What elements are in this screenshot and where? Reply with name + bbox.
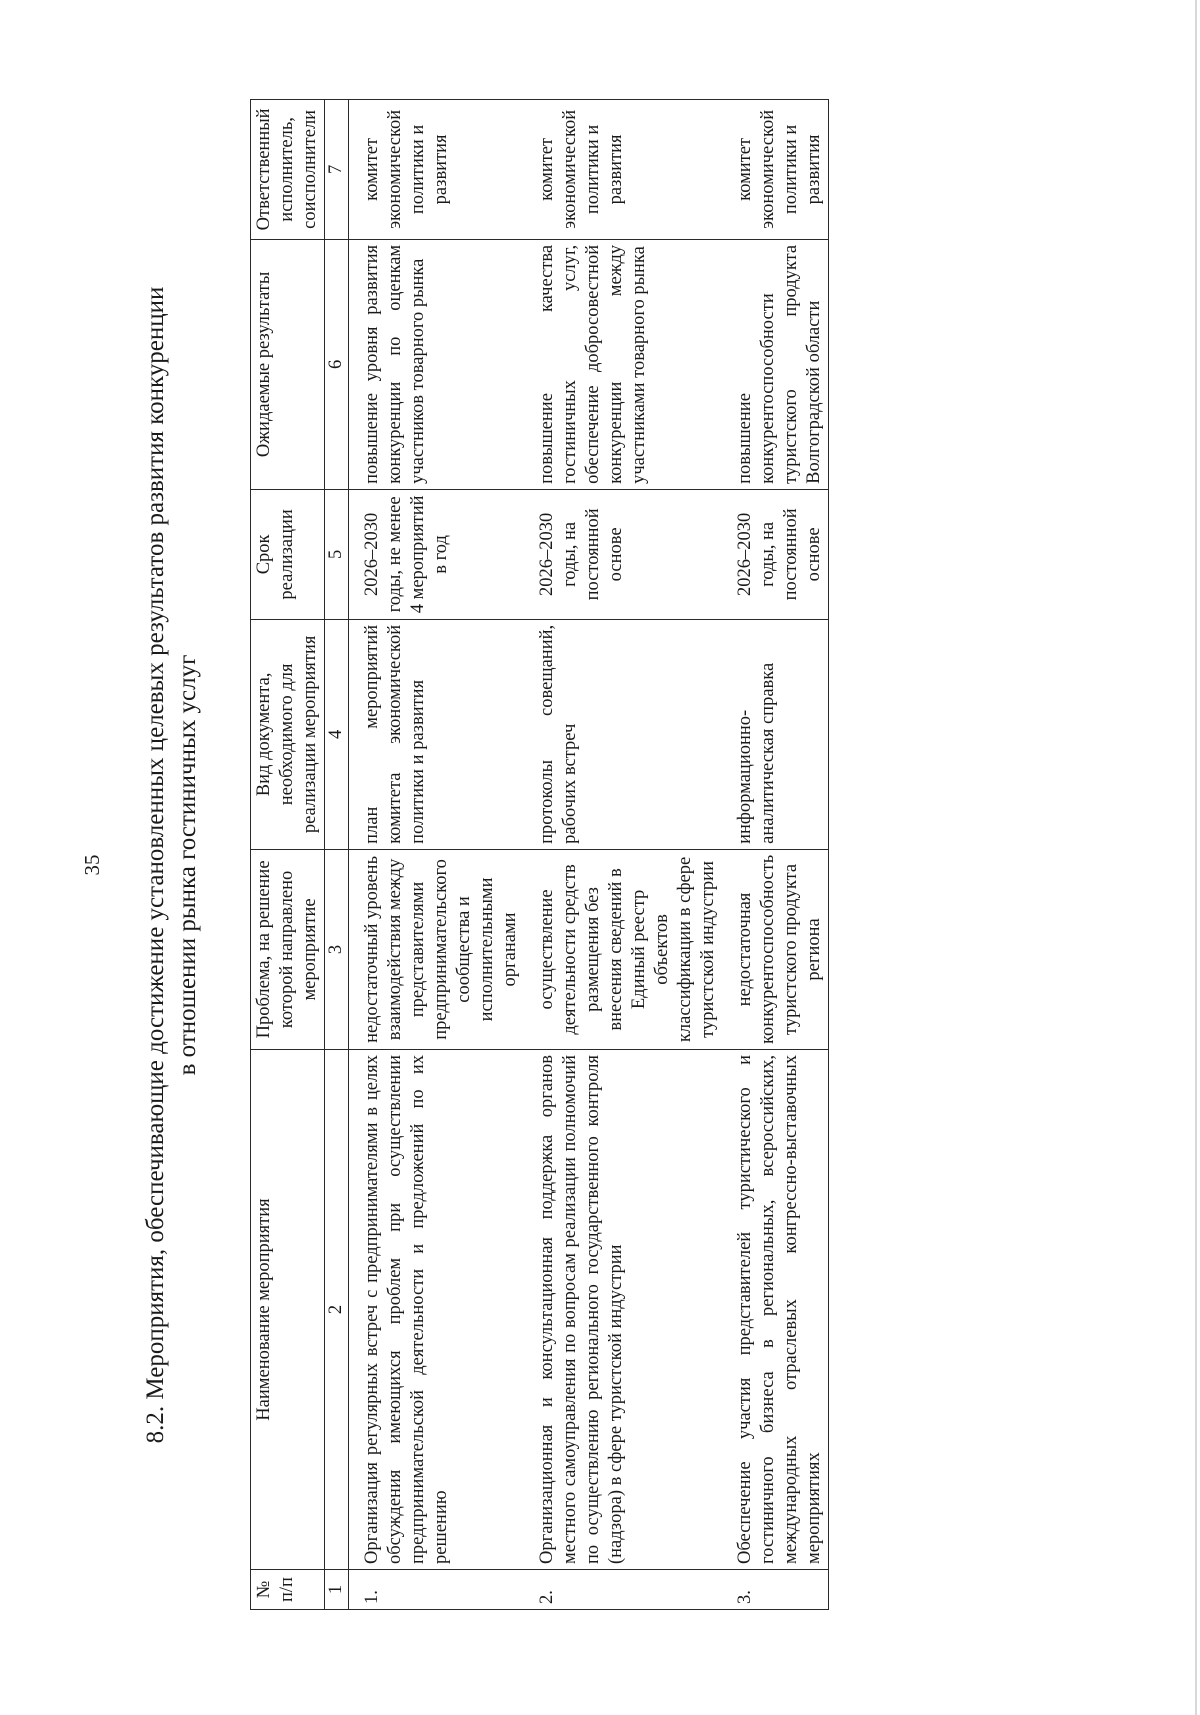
column-number: 5 (325, 489, 349, 619)
section-title-line-2: в отношении рынка гостиничных услуг (174, 654, 201, 1076)
column-number: 1 (325, 1570, 349, 1610)
term-cell: 2026–2030 годы, на постоянной основе (722, 489, 829, 619)
header-expected-results: Ожидаемые результаты (251, 239, 325, 489)
header-responsible: Ответственный исполнитель, соисполнители (251, 99, 325, 239)
section-title-line-1: 8.2. Мероприятия, обеспечивающие достижение установленных целевых результатов развития конкуренции (142, 286, 169, 1444)
header-term: Срок реализации (251, 489, 325, 619)
document-cell: протоколы совещаний, рабочих встреч (524, 619, 722, 849)
result-cell: повышение уровня развития конкуренции по оценкам участников товарного рынка (349, 239, 525, 489)
measure-name: Организационная и консультационная поддержка органов местного самоуправления по вопросам реализации полномочий по осуществлению регионального государственного контроля (надзора) в сфере туристской индустрии (524, 1050, 722, 1570)
measure-name: Обеспечение участия представителей туристического и гостиничного бизнеса в региональных, всероссийских, международных отраслевых конгрессно-выставочных мероприятиях (722, 1050, 829, 1570)
table-row (524, 99, 722, 1609)
row-number: 2. (524, 1570, 722, 1610)
row-number: 1. (349, 1570, 525, 1610)
term-cell: 2026–2030 годы, не менее 4 мероприятий в год (349, 489, 525, 619)
problem-cell: осуществление деятельности средств размещения без внесения сведений в Единый реестр объектов классификации в сфере туристской индустрии (524, 849, 722, 1049)
table-header-row (251, 99, 325, 1609)
problem-cell: недостаточный уровень взаимодействия между представителями предпринимательского сообщества и исполнительными органами (349, 849, 525, 1049)
measure-name: Организация регулярных встреч с предпринимателями в целях обсуждения имеющихся проблем при осуществлении предпринимательской деятельности и предложений по их решению (349, 1050, 525, 1570)
problem-cell: недостаточная конкурентоспособность туристского продукта региона (722, 849, 829, 1049)
table-row (722, 99, 829, 1609)
column-number: 2 (325, 1050, 349, 1570)
term-cell: 2026–2030 годы, на постоянной основе (524, 489, 722, 619)
header-document-type: Вид документа, необходимого для реализации мероприятия (251, 619, 325, 849)
responsible-cell: комитет экономической политики и развития (349, 99, 525, 239)
responsible-cell: комитет экономической политики и развития (524, 99, 722, 239)
column-number: 3 (325, 849, 349, 1049)
result-cell: повышение качества гостиничных услуг, обеспечение добросовестной конкуренции между участниками товарного рынка (524, 239, 722, 489)
column-number: 6 (325, 239, 349, 489)
result-cell: повышение конкурентоспособности туристского продукта Волгоградской области (722, 239, 829, 489)
document-cell: план мероприятий комитета экономической политики и развития (349, 619, 525, 849)
header-number: № п/п (251, 1570, 325, 1610)
column-number: 4 (325, 619, 349, 849)
header-measure-name: Наименование мероприятия (251, 1050, 325, 1570)
responsible-cell: комитет экономической политики и развития (722, 99, 829, 239)
document-cell: информационно-аналитическая справка (722, 619, 829, 849)
table-row (349, 99, 525, 1609)
row-number: 3. (722, 1570, 829, 1610)
section-title (140, 165, 204, 1565)
column-number: 7 (325, 99, 349, 239)
column-number-row (325, 99, 349, 1609)
page-number: 35 (80, 854, 104, 876)
measures-table (250, 99, 829, 1610)
header-problem: Проблема, на решение которой направлено мероприятие (251, 849, 325, 1049)
